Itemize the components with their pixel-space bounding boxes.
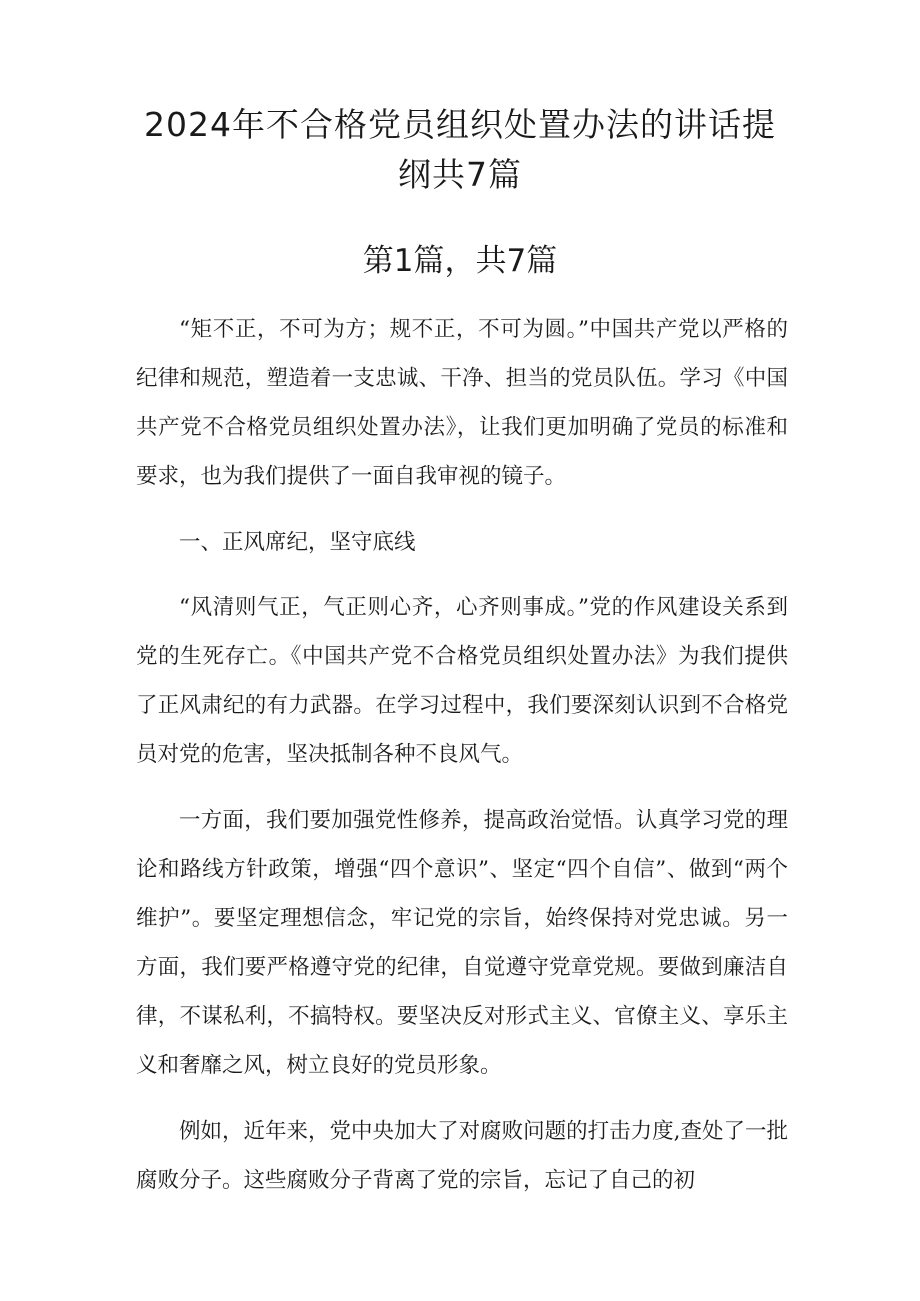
paragraph-intro: “矩不正，不可为方；规不正，不可为圆。”中国共产党以严格的纪律和规范，塑造着一支忠诚、干净、担当的党员队伍。学习《中国共产党不合格党员组织处置办法》，让我们更加明确了党员的标准和要求，也为我们提供了一面自我审视的镜子。 xyxy=(136,317,788,489)
paragraph-4: 例如，近年来，党中央加大了对腐败问题的打击力度,查处了一批腐败分子。这些腐败分子背离了党的宗旨，忘记了自己的初 xyxy=(136,1119,788,1193)
paragraph-3: 一方面，我们要加强党性修养，提高政治觉悟。认真学习党的理论和路线方针政策，增强“四个意识”、坚定“四个自信”、做到“两个维护”。要坚定理想信念，牢记党的宗旨，始终保持对党忠诚。另一方面，我们要严格遵守党的纪律，自觉遵守党章党规。要做到廉洁自律，不谋私利，不搞特权。要坚决反对形式主义、官僚主义、享乐主义和奢靡之风，树立良好的党员形象。 xyxy=(136,808,788,1078)
document-title-line-2: 纲共7篇 xyxy=(398,155,522,194)
section-title: 第1篇，共7篇 xyxy=(362,243,558,279)
document-title-line-1: 2024年不合格党员组织处置办法的讲话提 xyxy=(144,105,776,144)
document-body xyxy=(136,305,788,1222)
document-title xyxy=(100,100,820,200)
paragraph-2: “风清则气正，气正则心齐，心齐则事成。”党的作风建设关系到党的生死存亡。《中国共产党不合格党员组织处置办法》为我们提供了正风肃纪的有力武器。在学习过程中，我们要深刻认识到不合格党员对党的危害，坚决抵制各种不良风气。 xyxy=(136,595,788,767)
subheading-1: 一、正风席纪，坚守底线 xyxy=(179,530,416,555)
